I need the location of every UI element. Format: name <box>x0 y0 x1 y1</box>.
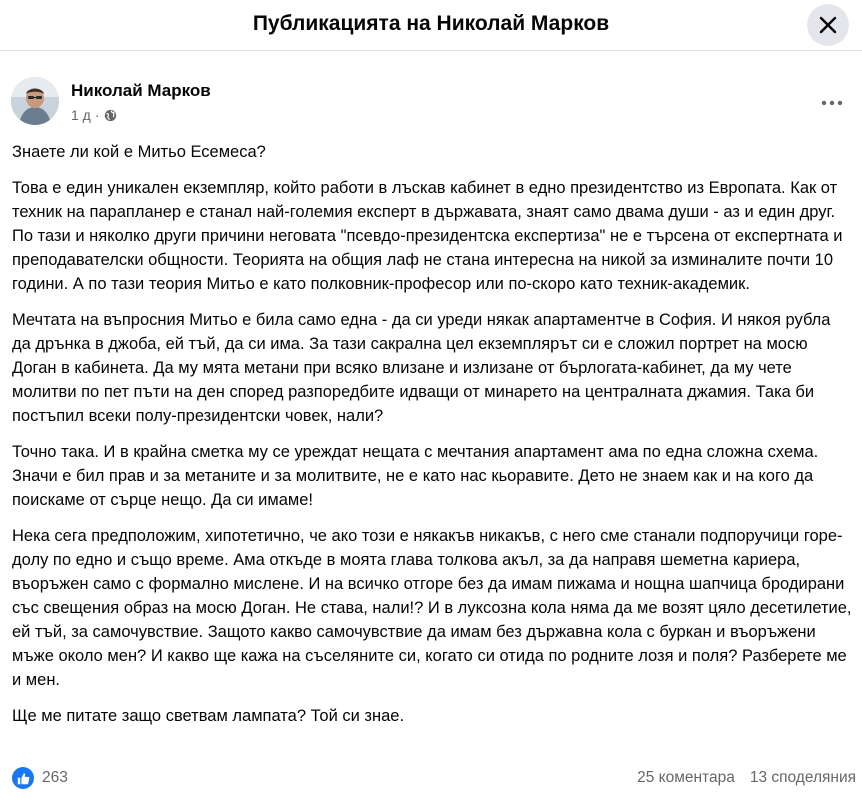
avatar[interactable] <box>11 77 59 125</box>
post-stats <box>637 769 856 787</box>
dialog-header <box>0 0 862 51</box>
reactions-summary[interactable] <box>12 767 68 789</box>
post-paragraph: Нека сега предположим, хипотетично, че ако този е някакъв никакъв, с него сме станали подпоручици горе-долу по едно и също време. Ама откъде в моята глава толкова акъл, за да направя шеметна кариера, въоръжен само с формално мислене. И на всичко отгоре без да имам пижама и нощна шапчица бродирани със свещения образ на мосю Доган. Не става, нали!? И в луксозна кола няма да ме возят цяло десетилетие, ей тъй, за самочувствие. Защото какво самочувствие да имам без държавна кола с буркан и въоръжени мъже около мен? И какво ще кажа на съселяните си, когато си отида по родните лозя и поля? Разберете ме и мен. <box>12 527 852 689</box>
meta-separator: · <box>94 107 100 123</box>
dialog-title: Публикацията на Николай Марков <box>252 12 610 35</box>
post-paragraph: Това е един уникален екземпляр, който работи в лъскав кабинет в едно президентство из Европата. Как от техник на парапланер е станал най-големия експерт в държавата, знаят само двама души - аз и един друг. По тази и няколко други причини неговата "псевдо-президентска експертиза" не е търсена от експертната и преподавателски общности. Теорията на общия лаф не стана интересна на никой за изминалите почти 10 години. А по тази теория Митьо е като полковник-професор или по-скоро като техник-академик. <box>12 179 843 293</box>
more-icon <box>821 100 843 106</box>
like-icon <box>12 767 34 789</box>
post-time[interactable]: 1 д <box>71 107 91 123</box>
globe-icon <box>104 109 117 122</box>
more-options-button[interactable] <box>814 85 850 121</box>
post-paragraph: Знаете ли кой е Митьо Есемеса? <box>12 143 266 161</box>
author-name[interactable]: Николай Марков <box>71 81 211 100</box>
post-paragraph: Мечтата на въпросния Митьо е била само една - да си уреди някак апартаментче в София. И някоя рубла да дрънка в джоба, ей тъй, да си има. За тази сакрална цел екземплярът си е сложил портрет на мосю Доган в кабинета. Да му мята метани при всяко влизане и излизане от бърлогата-кабинет, да му чете молитви по пет пъти на ден според разпоредбите идващи от минарето на централната джамия. Така би постъпил всеки полу-президентски човек, нали? <box>12 311 831 425</box>
reaction-count: 263 <box>42 769 68 786</box>
post-footer <box>12 767 856 793</box>
post-paragraph: Точно така. И в крайна сметка му се уреждат нещата с мечтания апартамент ама по една сложна схема. Значи е бил прав и за метаните и за молитвите, не е като нас кьоравите. Дето не знаем как и на кого да поискаме от сърце нещо. Да си имаме! <box>12 443 819 509</box>
comments-count[interactable]: 25 коментара <box>637 769 735 786</box>
shares-count[interactable]: 13 споделяния <box>749 769 856 786</box>
close-button[interactable] <box>807 4 849 46</box>
post-text <box>12 140 852 740</box>
close-icon <box>818 15 838 35</box>
post-meta <box>71 107 117 123</box>
post-header <box>11 77 851 129</box>
post-paragraph: Ще ме питате защо светвам лампата? Той си знае. <box>12 707 405 725</box>
